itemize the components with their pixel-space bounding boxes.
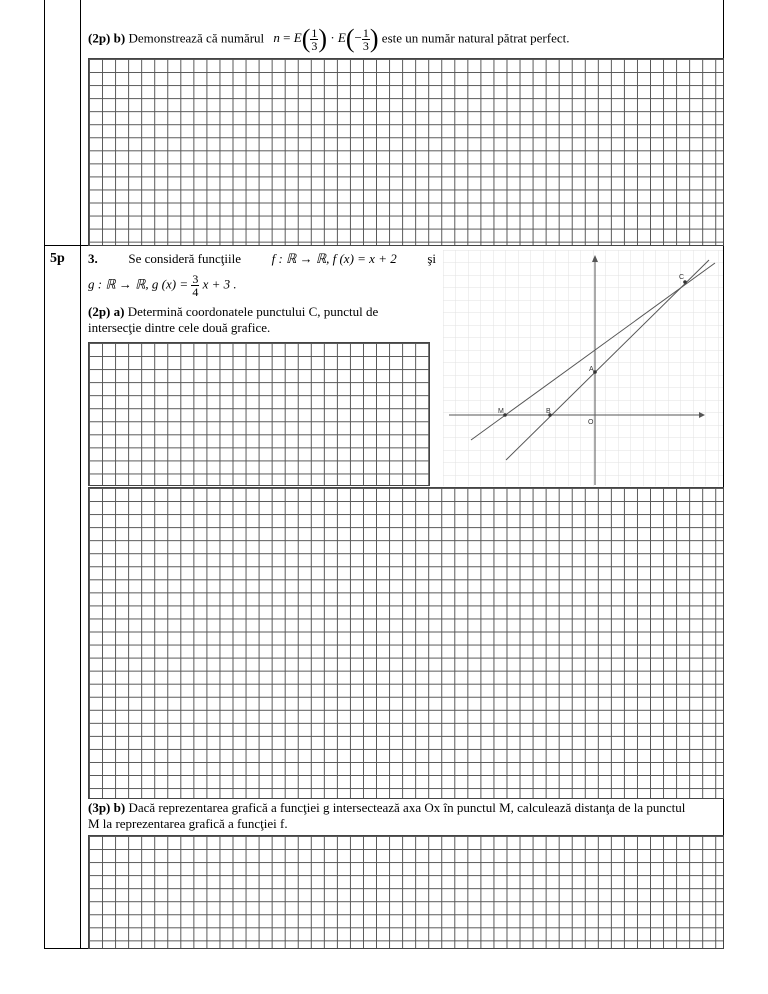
g-fraction: $\frac{3}{4}$ (192, 272, 199, 299)
label-A: A (589, 366, 594, 373)
graph-svg (443, 250, 723, 486)
expr-n: n (273, 30, 280, 46)
part-b-label: b) (113, 800, 126, 815)
answer-grid-3b[interactable] (88, 835, 724, 949)
part-b-text-line2: M la reprezentarea grafică a funcţiei f. (88, 816, 288, 831)
problem-2b-points: (2p) (88, 30, 111, 46)
answer-grid-3a[interactable] (88, 342, 430, 486)
label-C: C (679, 274, 685, 281)
part-b-text-line1: Dacă reprezentarea grafică a funcţiei g intersectează axa Ox în punctul M, calculează distanţa de la punctul (128, 800, 686, 815)
function-graph (443, 250, 723, 486)
problem-2b-text-after: este un număr natural pătrat perfect. (381, 30, 570, 46)
problem-3-number: 3. (88, 251, 98, 266)
g-definition-end: x + 3 . (202, 276, 237, 292)
problem-3-and: şi (427, 251, 436, 266)
expr-dot: · (330, 30, 335, 46)
part-b-points: (3p) (88, 800, 111, 815)
answer-grid-3a-wide[interactable] (88, 487, 724, 799)
expr-eq: = (283, 30, 291, 46)
point-A (593, 370, 597, 374)
fraction-2: $\frac{1}{3}$ (362, 26, 369, 53)
expr-E1: E (293, 30, 302, 46)
fraction-1: $\frac{1}{3}$ (311, 26, 318, 53)
part-a-text-line2: intersecţie dintre cele două grafice. (88, 320, 271, 335)
label-B: B (546, 408, 551, 415)
part-a-label: a) (113, 304, 125, 319)
problem-2b-label: b) (113, 30, 126, 46)
problem-3-score: 5p (50, 251, 65, 266)
label-O: O (588, 419, 594, 426)
answer-grid-2b[interactable] (88, 58, 724, 246)
left-border (44, 0, 45, 948)
part-a-points: (2p) (88, 304, 111, 319)
part-b-statement (88, 800, 720, 832)
part-a-text-line1: Determină coordonatele punctului C, punctul de (127, 304, 379, 319)
problem-3-statement (88, 251, 436, 336)
label-M: M (498, 408, 504, 415)
problem-3-intro: Se consideră funcţiile (128, 251, 241, 266)
expr-E2: E (337, 30, 346, 46)
problem-2b-text: Demonstrează că numărul (128, 30, 265, 46)
f-definition: f : ℝ → ℝ, f (x) = x + 2 (271, 251, 397, 266)
g-definition-start: g : ℝ → ℝ, g (x) = (88, 276, 189, 292)
column-divider (80, 0, 81, 948)
problem-2b-statement: (2p) b) Demonstrează că numărul n = E( $\frac{1}{3}$ ) · E(− $\frac{1}{3}$ ) este un număr natural pătrat perfect. (88, 24, 570, 54)
